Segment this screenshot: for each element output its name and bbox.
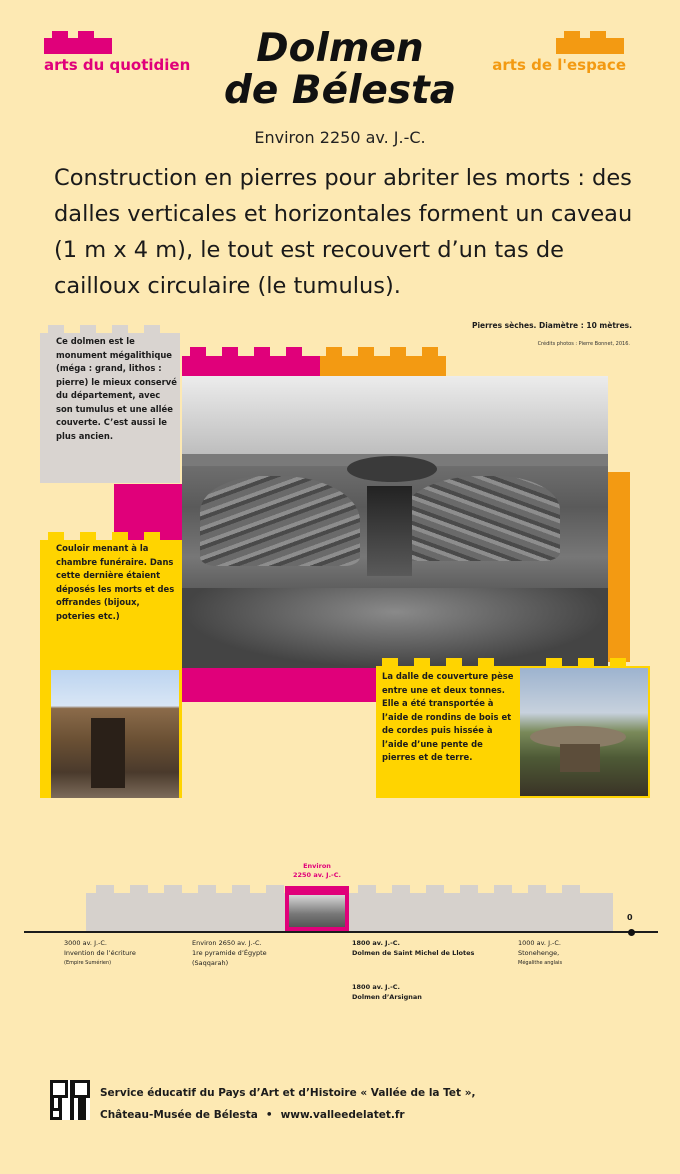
note-yellow-left-text: Couloir menant à la chambre funéraire. Dans cette dernière étaient déposés les morts et des offrandes (bijoux, poteries etc.) xyxy=(56,543,175,621)
dolmen-photo xyxy=(182,376,608,668)
timeline-bar xyxy=(86,893,613,931)
footer-line-1: Service éducatif du Pays d’Art et d’Histoire « Vallée de la Tet », xyxy=(100,1087,476,1099)
timeline-event: Environ 2650 av. J.-C. 1re pyramide d’Égypte (Saqqarah) xyxy=(192,939,267,967)
intro-text: Construction en pierres pour abriter les morts : des dalles verticales et horizontales forment un caveau (1 m x 4 m), le tout est recouvert d’un tas de cailloux circulaire (le tumulus). xyxy=(54,165,633,299)
photo-credit: Crédits photos : Pierre Bonnet, 2016. xyxy=(537,341,630,347)
timeline-event: 3000 av. J.-C. Invention de l’écriture (Empire Sumérien) xyxy=(64,939,136,966)
category-label-left: arts du quotidien xyxy=(44,56,191,74)
orange-brick-icon xyxy=(556,38,624,54)
footer xyxy=(100,1082,476,1126)
timeline-event: 1000 av. J.-C. Stonehenge, Mégalithe anglais xyxy=(518,939,563,966)
yellow-left-teeth xyxy=(40,532,182,542)
timeline-highlight-label: Environ 2250 av. J.-C. xyxy=(292,862,341,879)
magenta-block-bottom xyxy=(182,668,378,702)
website-link[interactable]: www.valleedelatet.fr xyxy=(280,1109,405,1121)
grey-teeth xyxy=(40,325,180,335)
timeline-event: 1800 av. J.-C. Dolmen de Saint Michel de Llotes xyxy=(352,939,475,957)
photo-caption: Pierres sèches. Diamètre : 10 mètres. xyxy=(471,321,632,330)
museum-name: Château-Musée de Bélesta xyxy=(100,1109,258,1121)
timeline-end-dot xyxy=(628,929,635,936)
category-label-right: arts de l'espace xyxy=(492,56,626,74)
timeline-highlight-photo xyxy=(289,895,345,927)
qr-code-icon[interactable] xyxy=(50,1080,90,1120)
orange-block-top xyxy=(320,356,446,376)
note-yellow-right-text: La dalle de couverture pèse entre une et deux tonnes. Elle a été transportée à l’aide de rondins de bois et de cordes puis hissée à l’aide d’une pente de pierres et de terre. xyxy=(382,671,514,762)
yellow-right-teeth xyxy=(376,658,650,668)
magenta-block-top xyxy=(182,356,320,376)
timeline-axis xyxy=(24,931,658,933)
title-line-1: Dolmen xyxy=(256,26,424,71)
magenta-brick-icon xyxy=(44,38,112,54)
orange-block-right xyxy=(608,472,630,662)
timeline-event: 1800 av. J.-C. Dolmen d’Arsignan xyxy=(352,983,422,1001)
footer-line-2 xyxy=(100,1104,476,1126)
timeline-zero-label: 0 xyxy=(627,913,633,922)
footer-bullet: • xyxy=(265,1109,273,1121)
capstone-thumbnail xyxy=(520,668,648,796)
note-grey-text: Ce dolmen est le monument mégalithique (méga : grand, lithos : pierre) le mieux conservé du département, avec son tumulus et une allée couverte. C’est aussi le plus ancien. xyxy=(56,336,177,441)
corridor-thumbnail xyxy=(51,670,179,798)
magenta-teeth xyxy=(182,347,320,357)
page-title xyxy=(170,28,510,112)
orange-teeth xyxy=(320,347,446,357)
title-line-2: de Bélesta xyxy=(223,68,457,113)
date-subtitle: Environ 2250 av. J.-C. xyxy=(254,128,426,147)
